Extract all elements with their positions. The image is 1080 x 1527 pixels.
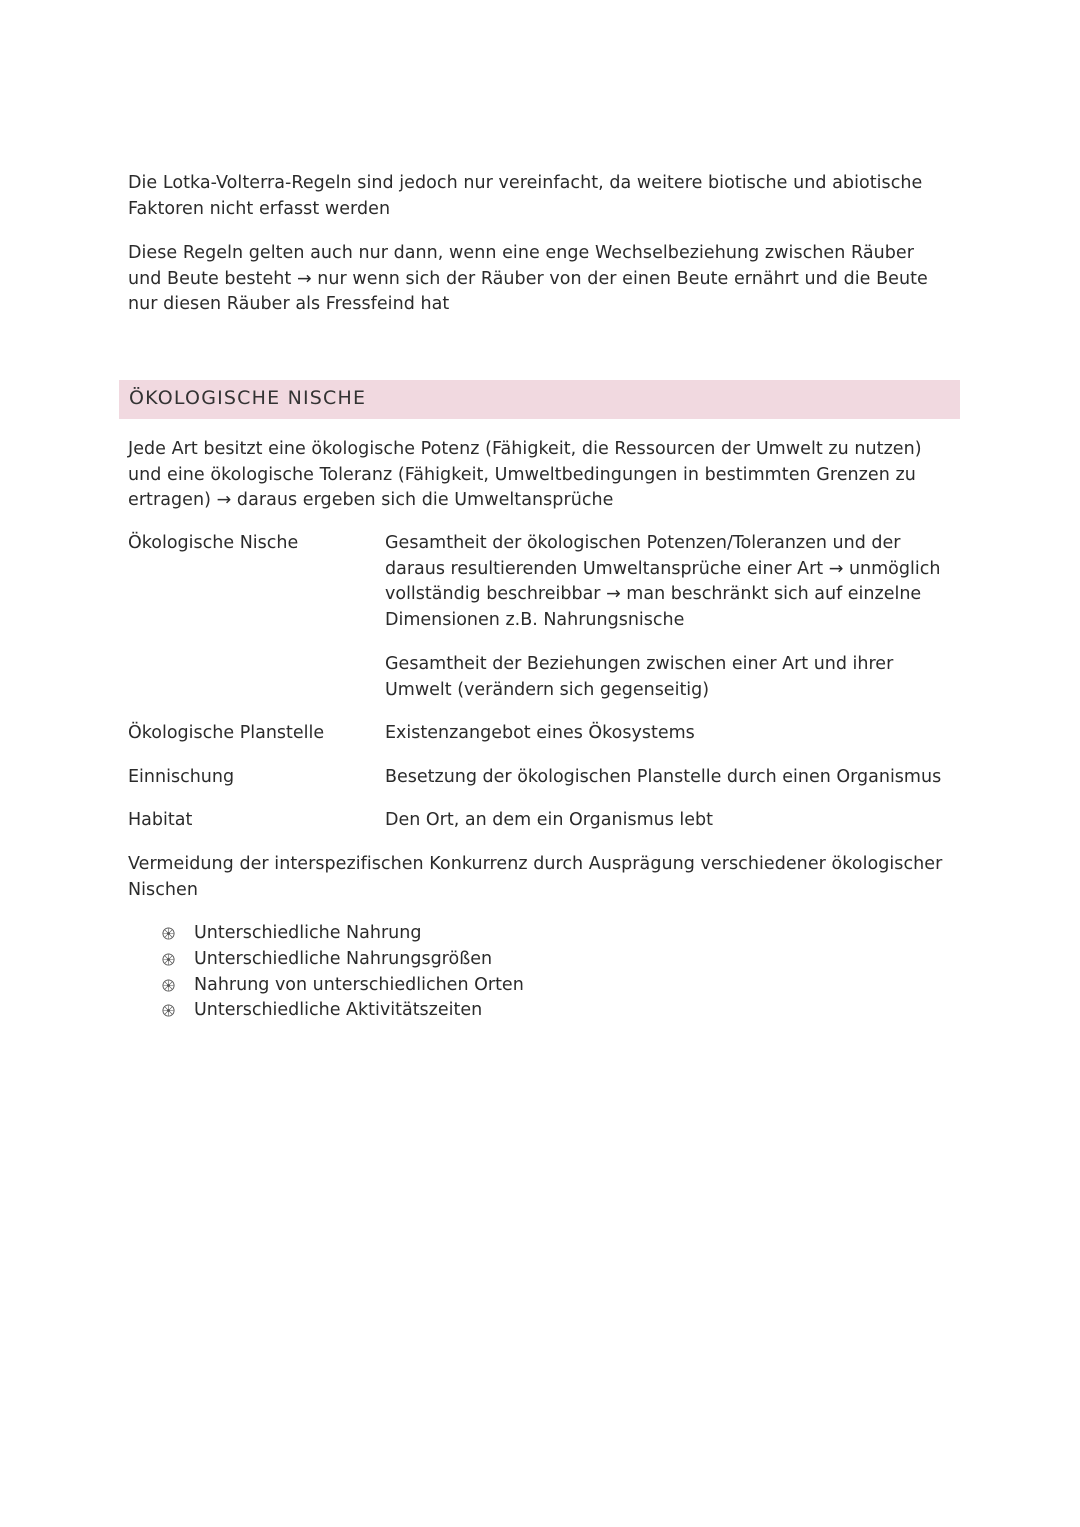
definition-oekologische-nische-2: Gesamtheit der Beziehungen zwischen einer Art und ihrer Umwelt (verändern sich gegenseitig): [385, 654, 894, 700]
definition-oekologische-planstelle: Existenzangebot eines Ökosystems: [385, 723, 695, 743]
section-outro-paragraph: Vermeidung der interspezifischen Konkurrenz durch Ausprägung verschiedener ökologischer Nischen: [128, 854, 943, 900]
list-item: [160, 947, 524, 973]
strategy-bullet-list: [160, 921, 524, 1024]
term-einnischung: Einnischung: [128, 767, 235, 787]
bullet-text: Unterschiedliche Aktivitätszeiten: [194, 1000, 483, 1021]
list-item: [160, 998, 524, 1024]
term-habitat: Habitat: [128, 810, 193, 830]
definition-habitat: Den Ort, an dem ein Organismus lebt: [385, 810, 713, 830]
intro-paragraph-2: Diese Regeln gelten auch nur dann, wenn eine enge Wechselbeziehung zwischen Räuber und Beute besteht → nur wenn sich der Räuber von der einen Beute ernährt und die Beute nur diesen Räuber als Fressfeind hat: [128, 243, 928, 314]
term-oekologische-planstelle: Ökologische Planstelle: [128, 723, 325, 743]
section-heading-band: [119, 380, 960, 419]
section-intro-paragraph: Jede Art besitzt eine ökologische Potenz (Fähigkeit, die Ressourcen der Umwelt zu nutzen) und eine ökologische Toleranz (Fähigkeit, Umweltbedingungen in bestimmten Grenzen zu ertragen) → daraus ergeben sich die Umweltansprüche: [128, 439, 922, 510]
bullet-text: Unterschiedliche Nahrung: [194, 923, 422, 943]
list-item: [160, 973, 524, 999]
intro-paragraph-1: Die Lotka-Volterra-Regeln sind jedoch nur vereinfacht, da weitere biotische und abiotische Faktoren nicht erfasst werden: [128, 173, 923, 219]
flower-bullet-icon: [162, 1004, 175, 1017]
definition-oekologische-nische-1: Gesamtheit der ökologischen Potenzen/Toleranzen und der daraus resultierenden Umweltansprüche einer Art → unmöglich vollständig beschreibbar → man beschränkt sich auf einzelne Dimensionen z.B. Nahrungsnische: [385, 533, 941, 630]
flower-bullet-icon: [162, 979, 175, 992]
bullet-text: Unterschiedliche Nahrungsgrößen: [194, 948, 493, 969]
flower-bullet-icon: [162, 927, 175, 940]
definition-einnischung: Besetzung der ökologischen Planstelle durch einen Organismus: [385, 767, 942, 787]
bullet-text: Nahrung von unterschiedlichen Orten: [194, 974, 524, 995]
list-item: [160, 921, 524, 947]
term-oekologische-nische: Ökologische Nische: [128, 533, 299, 553]
section-heading: ÖKOLOGISCHE NISCHE: [129, 387, 367, 409]
flower-bullet-icon: [162, 953, 175, 966]
